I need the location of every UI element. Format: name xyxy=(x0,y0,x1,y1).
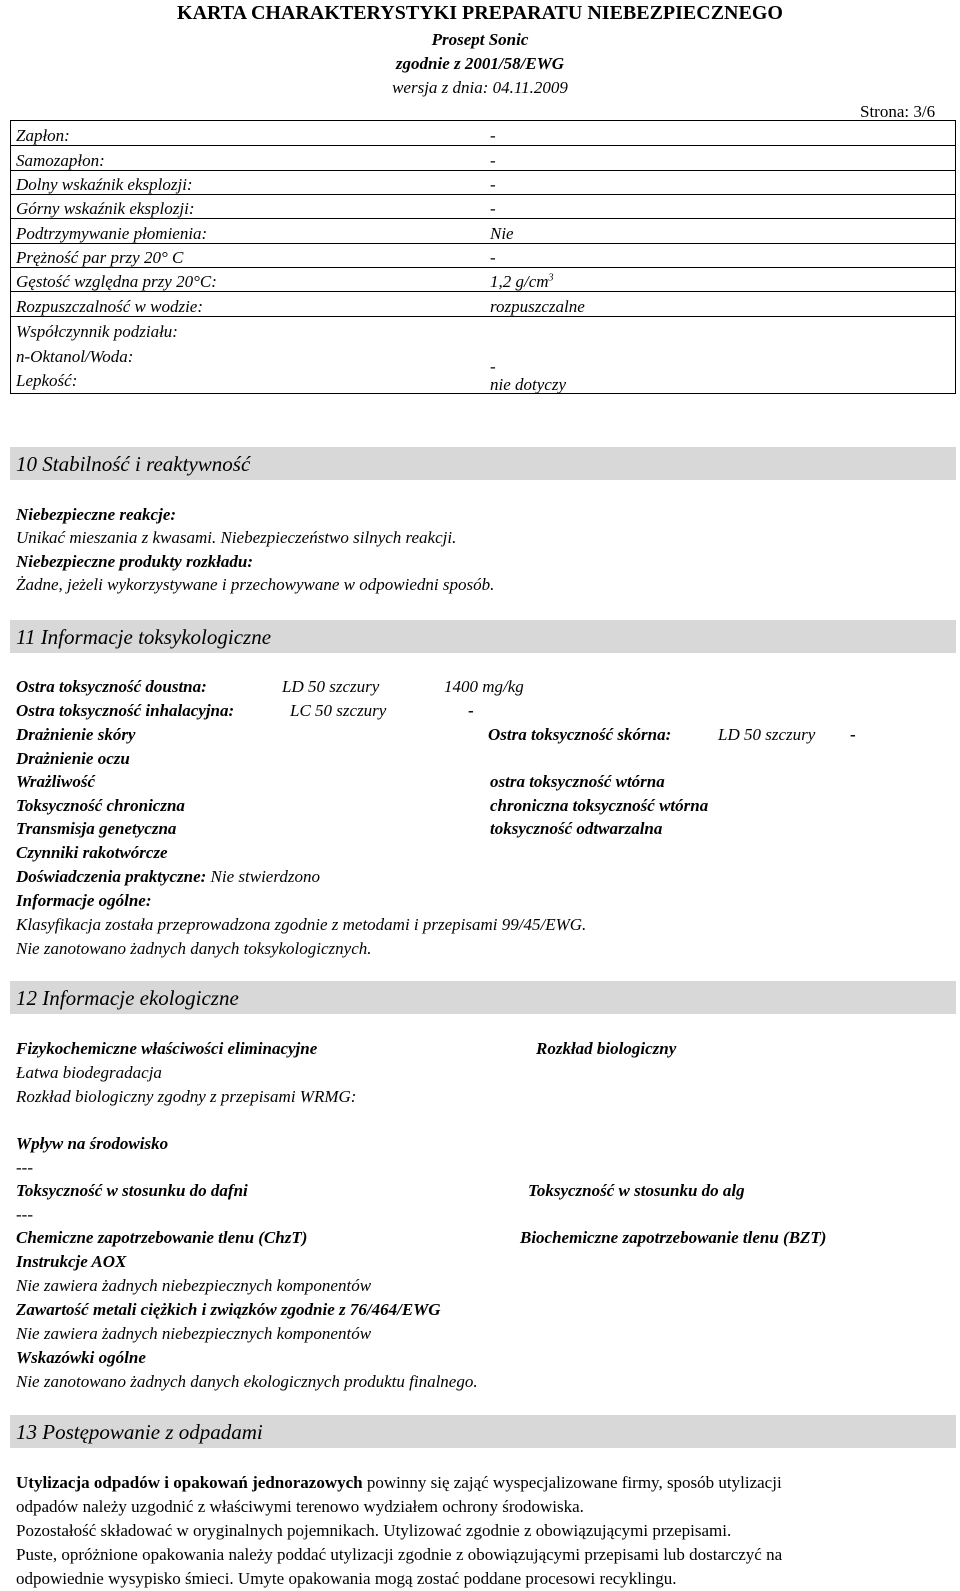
skin-irritation: Drażnienie skóry xyxy=(16,725,136,744)
algae-label: Toksyczność w stosunku do alg xyxy=(528,1181,745,1200)
prop-label: Współczynnik podziału: xyxy=(16,322,178,341)
sensitization: Wrażliwość xyxy=(16,772,96,791)
general-info-label: Informacje ogólne: xyxy=(16,891,152,910)
experience: Doświadczenia praktyczne: Nie stwierdzono xyxy=(16,867,320,886)
phys-chem-text: Rozkład biologiczny zgodny z przepisami WRMG: xyxy=(16,1087,357,1106)
aox-label: Instrukcje AOX xyxy=(16,1252,127,1271)
waste-paragraph-2: Pozostałość składować w oryginalnych pojemnikach. Utylizować zgodnie z obowiązującymi przepisami. xyxy=(16,1521,732,1540)
genetic-transmission: Transmisja genetyczna xyxy=(16,819,177,838)
secondary-chronic: chroniczna toksyczność wtórna xyxy=(490,796,709,815)
prop-value: 1,2 $g/cm^3$ xyxy=(490,272,554,291)
oral-value: 1400 mg/kg xyxy=(444,677,524,696)
waste-paragraph-1: Utylizacja odpadów i opakowań jednorazowych powinny się zająć wyspecjalizowane firmy, sposób utylizacji xyxy=(16,1473,782,1492)
section-title: 12 Informacje ekologiczne xyxy=(16,986,239,1010)
prop-value: - xyxy=(490,175,496,194)
phys-chem-text: Łatwa biodegradacja xyxy=(16,1063,162,1082)
section-13-header xyxy=(10,1415,956,1448)
prop-label: Górny wskaźnik eksplozji: xyxy=(16,199,195,218)
row-divider xyxy=(10,194,956,195)
prop-label: Rozpuszczalność w wodzie: xyxy=(16,297,203,316)
aox-text: Nie zawiera żadnych niebezpiecznych komponentów xyxy=(16,1276,372,1295)
prop-value: nie dotyczy xyxy=(490,375,566,394)
secondary-acute: ostra toksyczność wtórna xyxy=(490,772,665,791)
s10-text-products: Żadne, jeżeli wykorzystywane i przechowywane w odpowiedni sposób. xyxy=(16,575,495,594)
prop-value: - xyxy=(490,248,496,267)
prop-value: - xyxy=(490,151,496,170)
inh-value: - xyxy=(468,701,474,720)
section-title: 13 Postępowanie z odpadami xyxy=(16,1420,263,1444)
prop-label: Gęstość względna przy 20°C: xyxy=(16,272,217,291)
section-12-header xyxy=(10,981,956,1014)
phys-chem-label: Fizykochemiczne właściwości eliminacyjne xyxy=(16,1039,318,1058)
page-number: Strona: 3/6 xyxy=(860,102,936,121)
inh-test: LC 50 szczury xyxy=(290,701,387,720)
prop-label: Prężność par przy 20° C xyxy=(16,248,184,267)
section-11-header xyxy=(10,620,956,653)
row-divider xyxy=(10,170,956,171)
eye-irritation: Drażnienie oczu xyxy=(16,749,130,768)
metals-text: Nie zawiera żadnych niebezpiecznych komponentów xyxy=(16,1324,372,1343)
prop-value: - xyxy=(490,199,496,218)
row-divider xyxy=(10,291,956,292)
s10-text-reactions: Unikać mieszania z kwasami. Niebezpieczeństwo silnych reakcji. xyxy=(16,528,457,547)
dermal-test: LD 50 szczury xyxy=(718,725,816,744)
oral-label: Ostra toksyczność doustna: xyxy=(16,677,207,696)
bod-label: Biochemiczne zapotrzebowanie tlenu (BZT) xyxy=(520,1228,827,1247)
prop-value: Nie xyxy=(490,224,514,243)
section-title: 10 Stabilność i reaktywność xyxy=(16,452,251,476)
daphnia-label: Toksyczność w stosunku do dafni xyxy=(16,1181,248,1200)
chronic-toxicity: Toksyczność chroniczna xyxy=(16,796,185,815)
prop-label: Dolny wskaźnik eksplozji: xyxy=(16,175,193,194)
environment-label: Wpływ na środowisko xyxy=(16,1134,169,1153)
document-title: KARTA CHARAKTERYSTYKI PREPARATU NIEBEZPIECZNEGO xyxy=(177,2,783,24)
dash: --- xyxy=(16,1205,33,1224)
regulation: zgodnie z 2001/58/EWG xyxy=(395,54,565,73)
section-title: 11 Informacje toksykologiczne xyxy=(16,625,272,649)
dermal-label: Ostra toksyczność skórna: xyxy=(488,725,672,744)
s10-label-products: Niebezpieczne produkty rozkładu: xyxy=(16,552,254,571)
waste-paragraph-3-line-2: odpowiednie wysypisko śmieci. Umyte opakowania mogą zostać poddane procesowi recyklingu. xyxy=(16,1569,677,1588)
s10-label-reactions: Niebezpieczne reakcje: xyxy=(16,505,177,524)
dermal-value: - xyxy=(850,725,856,744)
product-name: Prosept Sonic xyxy=(431,30,529,49)
biodegradation-label: Rozkład biologiczny xyxy=(536,1039,677,1058)
carcinogens: Czynniki rakotwórcze xyxy=(16,843,168,862)
version-date: wersja z dnia: 04.11.2009 xyxy=(392,78,568,97)
row-divider xyxy=(10,267,956,268)
row-divider xyxy=(10,145,956,146)
eco-general-label: Wskazówki ogólne xyxy=(16,1348,146,1367)
prop-label: Lepkość: xyxy=(16,371,78,390)
prop-value: - xyxy=(490,357,496,376)
inh-label: Ostra toksyczność inhalacyjna: xyxy=(16,701,235,720)
dash: --- xyxy=(16,1158,33,1177)
prop-value: - xyxy=(490,126,496,145)
eco-general-text: Nie zanotowano żadnych danych ekologicznych produktu finalnego. xyxy=(16,1372,478,1391)
prop-label: n-Oktanol/Woda: xyxy=(16,347,134,366)
oral-test: LD 50 szczury xyxy=(282,677,380,696)
cod-label: Chemiczne zapotrzebowanie tlenu (ChzT) xyxy=(16,1228,308,1247)
metals-label: Zawartość metali ciężkich i związków zgodnie z 76/464/EWG xyxy=(16,1300,441,1319)
prop-value: rozpuszczalne xyxy=(490,297,585,316)
prop-label: Zapłon: xyxy=(16,126,70,145)
prop-label: Samozapłon: xyxy=(16,151,105,170)
general-info-text: Nie zanotowano żadnych danych toksykologicznych. xyxy=(16,939,372,958)
waste-paragraph-3: Puste, opróżnione opakowania należy poddać utylizacji zgodnie z obowiązującymi przepisami lub dostarczyć na xyxy=(16,1545,783,1564)
waste-paragraph-1-line-2: odpadów należy uzgodnić z właściwymi terenowo wydziałem ochrony środowiska. xyxy=(16,1497,584,1516)
row-divider xyxy=(10,218,956,219)
row-divider xyxy=(10,316,956,317)
reproductive-toxicity: toksyczność odtwarzalna xyxy=(490,819,663,838)
row-divider xyxy=(10,243,956,244)
section-10-header xyxy=(10,447,956,480)
general-info-text: Klasyfikacja została przeprowadzona zgodnie z metodami i przepisami 99/45/EWG. xyxy=(16,915,587,934)
prop-label: Podtrzymywanie płomienia: xyxy=(16,224,208,243)
